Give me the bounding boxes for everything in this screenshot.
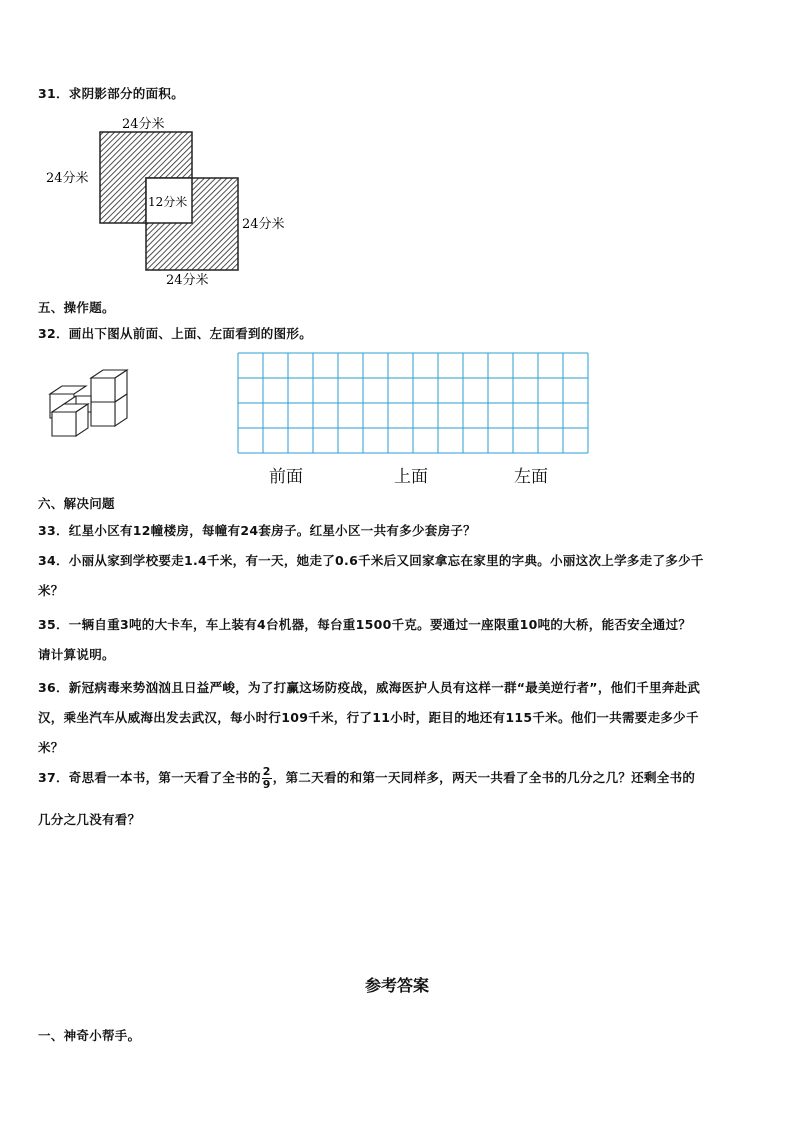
label-left: 24分米 [46, 171, 89, 186]
label-top-view: 上面 [394, 467, 428, 487]
section5-heading: 五、操作题。 [38, 300, 115, 315]
q34-line1: 34．小丽从家到学校要走1.4千米，有一天，她走了0.6千米后又回家拿忘在家里的字典。小丽这次上学多走了多少千 [38, 553, 704, 568]
q37-part1: 37．奇思看一本书，第一天看了全书的 [38, 770, 261, 785]
fraction-numerator: 2 [262, 765, 271, 778]
label-top: 24分米 [122, 117, 165, 132]
label-front: 前面 [269, 467, 303, 487]
q31-figure [40, 110, 300, 295]
shaded-squares-diagram [40, 110, 300, 295]
q31-text: 31．求阴影部分的面积。 [38, 86, 184, 101]
q36-line3: 米？ [38, 740, 64, 755]
q33-text: 33．红星小区有12幢楼房，每幢有24套房子。红星小区一共有多少套房子？ [38, 523, 476, 538]
q32-cube-figure [36, 366, 136, 446]
label-center: 12分米 [148, 195, 188, 209]
q37-part2: ，第二天看的和第一天同样多，两天一共看了全书的几分之几？还剩全书的 [272, 770, 696, 785]
label-left-view: 左面 [514, 467, 548, 487]
section1-heading: 一、神奇小帮手。 [38, 1028, 141, 1043]
q34-line2: 米？ [38, 583, 64, 598]
answers-title: 参考答案 [364, 976, 429, 995]
q32-text: 32．画出下图从前面、上面、左面看到的图形。 [38, 326, 312, 341]
section6-heading: 六、解决问题 [38, 496, 115, 511]
q32-drawing-grid [236, 352, 590, 454]
q37-line2: 几分之几没有看？ [38, 812, 141, 827]
label-right: 24分米 [242, 217, 285, 232]
q36-line1: 36．新冠病毒来势汹汹且日益严峻，为了打赢这场防疫战，威海医护人员有这样一群“最美逆行者”，他们千里奔赴武 [38, 680, 701, 695]
q35-line2: 请计算说明。 [38, 647, 115, 662]
q36-line2: 汉，乘坐汽车从威海出发去武汉，每小时行109千米，行了11小时，距目的地还有115千米。他们一共需要走多少千 [38, 710, 699, 725]
q37-line1 [38, 766, 695, 791]
fraction-2-9 [262, 766, 272, 791]
q35-line1: 35．一辆自重3吨的大卡车，车上装有4台机器，每台重1500千克。要通过一座限重10吨的大桥，能否安全通过？ [38, 617, 692, 632]
fraction-denominator: 9 [262, 778, 271, 791]
label-bottom: 24分米 [166, 273, 209, 288]
